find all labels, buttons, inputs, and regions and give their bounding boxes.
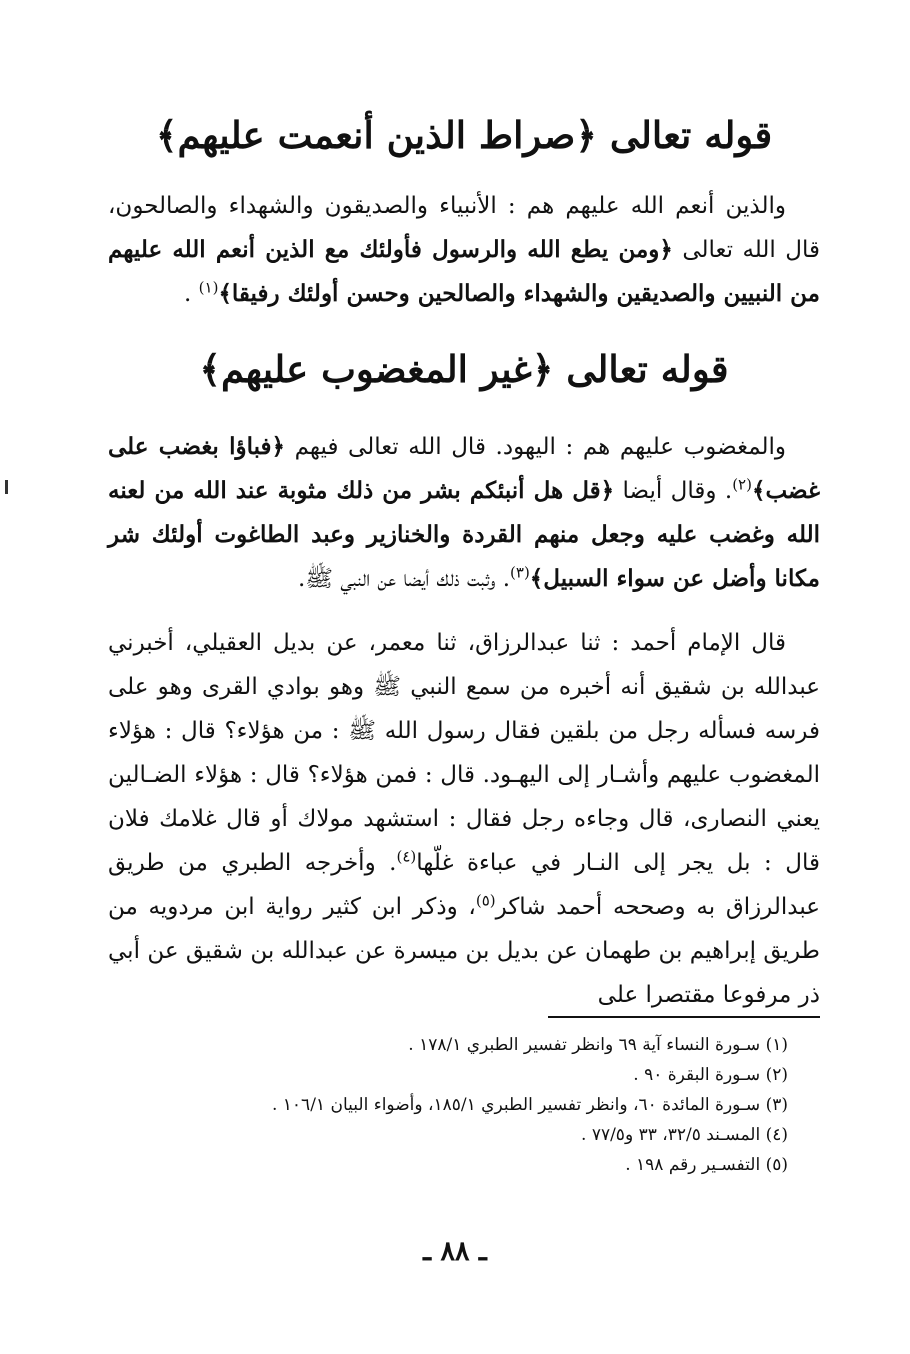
quran-verse: ﴿فباؤا بغضب على غضب﴾ [108, 432, 821, 504]
quran-verse: ﴿ومن يطع الله والرسول فأولئك مع الذين أنعم الله عليهم من النبيين والصديقين والشهداء والصالحين وحسن أولئك رفيقا﴾ [108, 236, 820, 308]
footnote-item: (٤) المسـند ٣٢/٥، ٣٣ و٧٧/٥ . [581, 1125, 788, 1145]
paragraph-2-text: والمغضوب عليهم هم : اليهود. قال الله تعالى فيهم [285, 433, 786, 460]
footnote-divider [548, 1016, 820, 1018]
paragraph-2 [108, 425, 820, 601]
footnotes [108, 1030, 788, 1180]
page-body [108, 100, 820, 1017]
section-heading-2: قوله تعالى ﴿غير المغضوب عليهم﴾ [199, 347, 729, 392]
paragraph-3 [108, 621, 820, 1017]
page-number: ـ ٨٨ ـ [423, 1236, 487, 1267]
footnote-item: (٣) سـورة المائدة ٦٠، وانظر تفسير الطبري ١٨٥/١، وأضواء البيان ١٠٦/١ . [271, 1095, 788, 1115]
paragraph-2-end: . وثبت ذلك أيضا عن النبي ﷺ. [297, 565, 511, 592]
footnote-ref: (٥) [475, 890, 496, 909]
footnote-item: (٥) التفسـير رقم ١٩٨ . [625, 1155, 788, 1175]
paragraph-3-text: . وأخرجه الطبري من طريق عبدالرزاق به وصححه أحمد شاكر [108, 849, 821, 920]
footnote-item: (٢) سـورة البقرة ٩٠ . [633, 1065, 788, 1085]
footnote-ref: (٢) [732, 474, 752, 493]
paragraph-1-end: . [184, 281, 199, 308]
footnote-ref: (١) [198, 278, 219, 297]
paragraph-1-text: والذين أنعم الله عليهم هم : الأنبياء والصديقون والشهداء والصالحون، قال الله تعالى [108, 193, 820, 264]
quran-verse: ﴿قل هل أنبئكم بشر من ذلك مثوبة عند الله من لعنه الله وغضب عليه وجعل منهم القردة والخنازير وعبد الطاغوت أولئك شر مكانا وأضل عن سواء السبيل﴾ [108, 476, 820, 592]
footnote-ref: (٤) [396, 846, 417, 865]
scan-edge-mark [5, 480, 8, 494]
paragraph-2-text: . وقال أيضا [614, 477, 733, 504]
paragraph-3-text: قال الإمام أحمد : ثنا عبدالرزاق، ثنا معمر، عن بديل العقيلي، أخبرني عبدالله بن شقيق أنه أخبره من سمع النبي ﷺ وهو بوادي القرى وهو على فرسه فسأله رجل من بلقين فقال رسول الله ﷺ : من هؤلاء؟ قال : هؤلاء المغضوب عليهم وأشـار إلى اليهـود. قال : فمن هؤلاء؟ قال : هؤلاء الضـالين يعني النصارى، قال وجاءه رجل فقال : استشهد مولاك أو قال غلامك فلان قال : بل يجر إلى النـار في عباءة غلّها [108, 629, 820, 876]
paragraph-1 [108, 184, 820, 316]
section-heading-1: قوله تعالى ﴿صراط الذين أنعمت عليهم﴾ [155, 113, 773, 157]
footnote-ref: (٣) [510, 562, 530, 581]
footnote-item: (١) سـورة النساء آية ٦٩ وانظر تفسير الطبري ١٧٨/١ . [408, 1035, 788, 1055]
paragraph-3-text: ، وذكر ابن كثير رواية ابن مردويه من طريق إبراهيم بن طهمان عن بديل بن ميسرة عن عبدالله بن شقيق عن أبي ذر مرفوعا مقتصرا على [108, 893, 820, 1008]
